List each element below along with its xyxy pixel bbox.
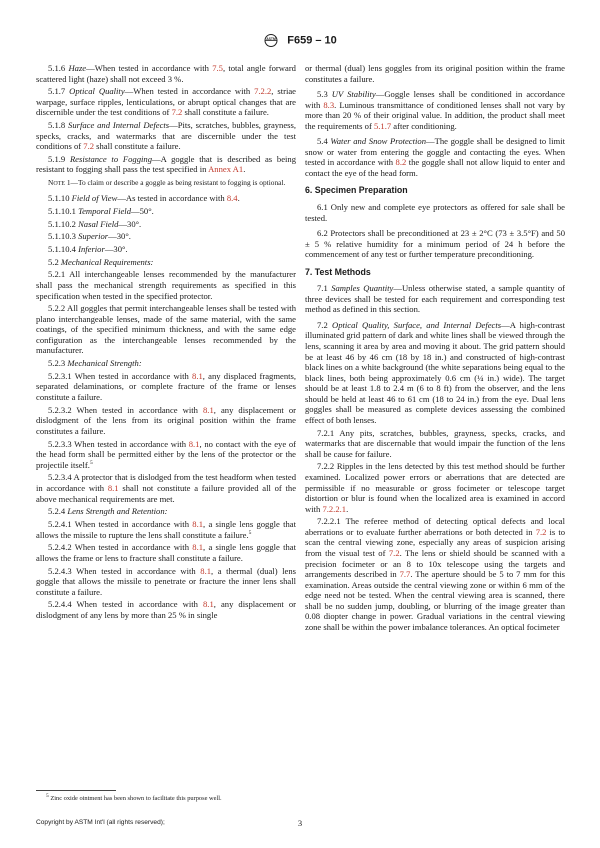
ref-7-2-2[interactable]: 7.2.2 bbox=[254, 86, 272, 97]
para-5-1-7: 5.1.7 Optical Quality—When tested in accordance with 7.2.2, striae warpage, surface ripples, lenticulations, or abrupt optical changes that are discernible under the test conditions of 7.2 shall constitute a failure. bbox=[36, 86, 296, 118]
ref-annex-a1[interactable]: Annex A1 bbox=[208, 164, 244, 175]
para-5-2-4-1: 5.2.4.1 When tested in accordance with 8.1, a single lens goggle that allows the missile to rupture the lens shall constitute a failure.$^5$ bbox=[36, 518, 296, 540]
footnote bbox=[36, 792, 296, 803]
ref-7-2[interactable]: 7.2 bbox=[388, 547, 400, 558]
para-5-3: 5.3 UV Stability—Goggle lenses shall be conditioned in accordance with 8.3. Luminous transmittance of conditioned lenses shall not vary by more than 20 % of their original value. In addition, the product shall meet the requirements of 5.1.7 after conditioning. bbox=[305, 89, 565, 131]
para-continued: or thermal (dual) lens goggles from its original position within the frame constitutes a failure. bbox=[305, 63, 565, 84]
para-5-2-4-4: 5.2.4.4 When tested in accordance with 8.1, any displacement or dislodgment of any lens by more than 25 % in single bbox=[36, 599, 296, 620]
para-5-1-10-1: 5.1.10.1 Temporal Field—50°. bbox=[48, 205, 154, 216]
para-5-2-3-4: 5.2.3.4 A protector that is dislodged from the test headform when tested in accordance with 8.1 shall not constitute a failure provided all of the above mechanical requirements are met. bbox=[36, 472, 297, 504]
section-heading-6: 6. Specimen Preparation bbox=[305, 185, 408, 196]
ref-8-1[interactable]: 8.1 bbox=[192, 518, 204, 529]
ref-8-1[interactable]: 8.1 bbox=[107, 482, 119, 493]
para-5-1-10-4: 5.1.10.4 Inferior—30°. bbox=[48, 243, 128, 254]
footnote-marker[interactable]: 5 bbox=[248, 529, 252, 536]
para-6-2: 6.2 Protectors shall be preconditioned at 23 ± 2°C (73 ± 3.5°F) and 50 ± 5 % relative humidity for a minimum period of 24 h before the commencement of any test or further temperature preconditioning. bbox=[305, 228, 565, 260]
section-heading-7: 7. Test Methods bbox=[305, 266, 371, 277]
ref-8-1[interactable]: 8.1 bbox=[192, 542, 204, 553]
para-5-2-3-3: 5.2.3.3 When tested in accordance with 8.1, no contact with the eye of the head form shall be permitted either by the lens of the protector or the projectile itself.$^5$ bbox=[36, 438, 296, 470]
footnote-number: 5 bbox=[46, 792, 49, 799]
para-7-2: 7.2 Optical Quality, Surface, and Internal Defects—A high-contrast illuminated grid pattern of dark and white lines shall be viewed through the lens, scanning it area by area and moving it about. The grid pattern should be at least 46 by 46 cm (18 by 18 in.) and constructed of high-contrast black lines on a white background (the white separations being equal to the black lines, both being approximately 0.6 cm (¼ in.) wide). The target should be at least 1.8 to 2.4 m (6 to 8 ft) from the observer, and the lens should be held at least 46 to 61 cm (18 to 24 in.) from the eye. Dual lens goggles shall be measured as complete devices assessing the combined effect of both lenses. bbox=[305, 319, 566, 425]
ref-8-3[interactable]: 8.3 bbox=[323, 99, 335, 110]
ref-8-1[interactable]: 8.1 bbox=[188, 438, 200, 449]
right-column bbox=[305, 63, 565, 635]
page-header bbox=[0, 34, 600, 47]
note-1: NOTE 1—To claim or describe a goggle as being resistant to fogging is optional. bbox=[48, 178, 286, 188]
para-5-4: 5.4 Water and Snow Protection—The goggle shall be designed to limit snow or water from entering the goggle and contacting the eyes. When tested in accordance with 8.2 the goggle shall not allow liquid to enter and contact the eye of the head form. bbox=[305, 136, 565, 178]
para-5-1-8: 5.1.8 Surface and Internal Defects—Pits, scratches, bubbles, grayness, specks, cracks, and watermarks that are discernible under the test conditions of 7.2 shall constitute a failure. bbox=[36, 120, 297, 152]
para-6-1: 6.1 Only new and complete eye protectors as offered for sale shall be tested. bbox=[305, 202, 565, 223]
para-5-1-10-3: 5.1.10.3 Superior—30°. bbox=[48, 231, 131, 242]
ref-7-2[interactable]: 7.2 bbox=[83, 141, 95, 152]
ref-7-2[interactable]: 7.2 bbox=[171, 107, 183, 118]
ref-7-7[interactable]: 7.7 bbox=[399, 569, 411, 580]
para-5-1-6: 5.1.6 Haze—When tested in accordance with 7.5, total angle forward scattered light (haze) shall not exceed 3 %. bbox=[36, 63, 296, 84]
para-5-2-3-2: 5.2.3.2 When tested in accordance with 8.1, any displacement or dislodgment of the lens from its original position within the frame constitutes a failure. bbox=[36, 404, 296, 436]
para-5-2: 5.2 Mechanical Requirements: bbox=[48, 256, 154, 267]
ref-7-2-2-1[interactable]: 7.2.2.1 bbox=[322, 503, 347, 514]
para-7-2-1: 7.2.1 Any pits, scratches, bubbles, grayness, specks, cracks, and watermarks that are discernable that would impair the function of the lens shall be cause for failure. bbox=[305, 427, 565, 459]
standard-designation: F659 – 10 bbox=[287, 34, 337, 47]
para-5-1-9: 5.1.9 Resistance to Fogging—A goggle that is described as being resistant to fogging shall pass the test specified in Annex A1. bbox=[36, 153, 296, 175]
para-5-2-3-1: 5.2.3.1 When tested in accordance with 8.1, any displaced fragments, separated delaminations, or complete fracture of the frame or lenses constitute a failure. bbox=[36, 370, 296, 403]
footnote-text: Zinc oxide ointment has been shown to facilitate this purpose well. bbox=[50, 795, 222, 802]
footnote-divider bbox=[36, 790, 116, 791]
para-5-2-4-2: 5.2.4.2 When tested in accordance with 8.1, a single lens goggle that allows the frame or lens to fracture shall constitute a failure. bbox=[36, 542, 296, 563]
ref-8-2[interactable]: 8.2 bbox=[395, 157, 407, 168]
para-5-2-4-3: 5.2.4.3 When tested in accordance with 8.1, a thermal (dual) lens goggle that allows the missile to penetrate or fracture the inner lens shall constitute a failure. bbox=[36, 565, 296, 597]
page-number: 3 bbox=[297, 818, 303, 828]
ref-8-1[interactable]: 8.1 bbox=[200, 565, 212, 576]
left-column bbox=[36, 63, 296, 623]
ref-5-1-7[interactable]: 5.1.7 bbox=[373, 120, 392, 131]
ref-8-1[interactable]: 8.1 bbox=[203, 599, 214, 610]
para-5-2-3: 5.2.3 Mechanical Strength: bbox=[48, 358, 142, 369]
para-5-2-1: 5.2.1 All interchangeable lenses recommended by the manufacturer shall pass the mechanical strength requirements as specified in this specification when tested in the specified protector. bbox=[36, 269, 296, 301]
ref-8-1[interactable]: 8.1 bbox=[203, 404, 214, 415]
footnote-marker[interactable]: 5 bbox=[89, 459, 93, 466]
para-5-1-10: 5.1.10 Field of View—As tested in accordance with 8.4. bbox=[48, 193, 240, 204]
ref-7-2[interactable]: 7.2 bbox=[535, 526, 547, 537]
copyright-notice: Copyright by ASTM Int'l (all rights reserved); bbox=[36, 819, 165, 826]
para-7-1: 7.1 Samples Quantity—Unless otherwise stated, a sample quantity of three devices shall be tested for each requirement and corresponding test method as defined in this section. bbox=[305, 283, 566, 315]
para-7-2-2-1: 7.2.2.1 The referee method of detecting optical defects and local aberrations or to evaluate further aberrations or both detected in 7.2 is to scan the central viewing zone, especially any areas of suspicion arising from the visual test of 7.2. The lens or shield should be scanned with a precision focimeter or an 8 to 10x telescope using the targets and arrangements described in 7.7. The aperture should be 5 to 7 mm for this examination. Areas outside the central viewing zone or within 6 mm of the edge need not be tested. When the central viewing area is scanned, there shall be no sudden jump, doubling, or blurring of the image greater than 0.08 diopter change in power. Gradual variations in the central viewing zone shall be within the power imbalance tolerances. An optical focimeter bbox=[305, 516, 565, 632]
ref-8-1[interactable]: 8.1 bbox=[192, 370, 203, 381]
ref-7-5[interactable]: 7.5 bbox=[212, 63, 223, 73]
para-5-2-2: 5.2.2 All goggles that permit interchangeable lenses shall be tested with plano interchangeable lenses, made of the same material, with the same coatings, of the specified minimum thickness, and with the same edge configuration as the interchangeable lenses recommended by the manufacturer. bbox=[36, 303, 296, 356]
para-5-1-10-2: 5.1.10.2 Nasal Field—30°. bbox=[48, 218, 142, 229]
ref-8-4[interactable]: 8.4 bbox=[226, 193, 238, 204]
svg-text:ASTM: ASTM bbox=[266, 37, 276, 41]
astm-logo-icon bbox=[263, 34, 279, 47]
para-5-2-4: 5.2.4 Lens Strength and Retention: bbox=[48, 506, 168, 517]
para-7-2-2: 7.2.2 Ripples in the lens detected by this test method should be further examined. Localized power errors or aberrations that are detected are permissible if no measurable or gross focimeter or telescope target distortion or blur is found when the localized area is examined in accord with 7.2.2.1. bbox=[305, 461, 565, 514]
